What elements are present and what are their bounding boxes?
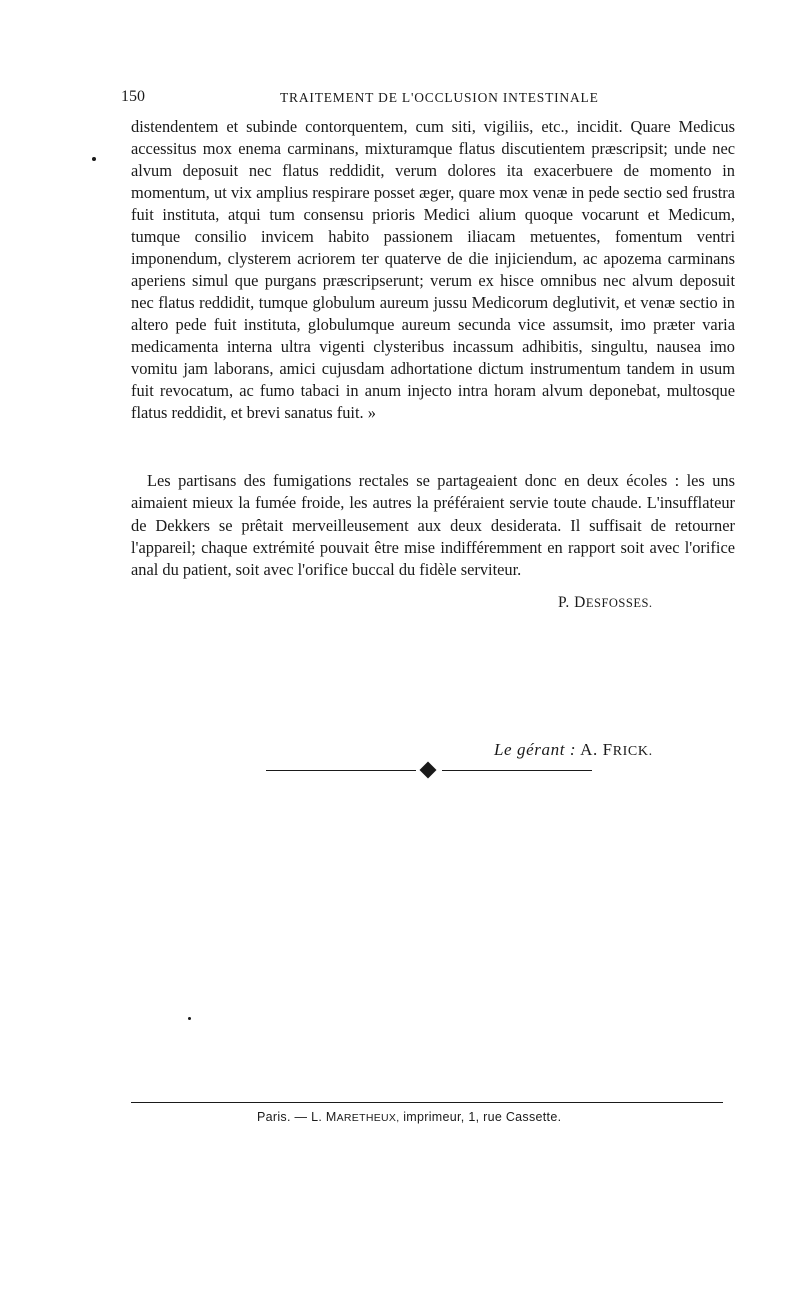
manager-label: Le gérant : [494, 740, 577, 759]
imprint-address: imprimeur, 1, rue Cassette. [403, 1110, 562, 1124]
body-paragraph-text: Les partisans des fumigations rectales se partageaient donc en deux écoles : les uns aimaient mieux la fumée froide, les autres la préféraient servie toute chaude. L'insufflateur de Dekkers se prêtait merveilleusement aux deux desiderata. Il suffisait de retourner l'appareil; chaque extrémité pouvait être mise indifféremment en rapport soit avec l'orifice anal du patient, soit avec l'orifice buccal du fidèle serviteur. [131, 471, 735, 580]
ink-speck [92, 157, 96, 161]
signature-surname: DESFOSSES. [574, 594, 653, 611]
ornament-rule-right [442, 770, 592, 771]
manager-credit [494, 740, 653, 760]
imprint-divider [131, 1102, 723, 1103]
manager-surname: FRICK. [602, 740, 653, 759]
ornament-rule-left [266, 770, 416, 771]
body-paragraph [131, 470, 735, 581]
imprint-printer: MARETHEUX, [325, 1110, 400, 1124]
running-head: TRAITEMENT DE L'OCCLUSION INTESTINALE [280, 90, 599, 105]
imprint-prefix: Paris. — L. [257, 1110, 323, 1124]
manager-initial: A. [580, 740, 598, 759]
diamond-icon [420, 762, 437, 779]
section-ornament [266, 762, 592, 780]
author-signature [558, 594, 653, 612]
printer-imprint [257, 1110, 561, 1124]
latin-quotation: distendentem et subinde contorquentem, cum siti, vigiliis, etc., incidit. Quare Medicus accessitus mox enema carminans, mixturamque flatus discutientem præscripsit; unde nec alvum deposuit nec flatus reddidit, verum dolores ita exacerbuere de momento in momentum, ut vix amplius respirare posset æger, quare mox venæ in pede sectio sed frustra fuit instituta, atqui tum consensu prioris Medici alium quoque vocarunt et Medicum, tumque consilio invicem habito passionem iliacam metuentes, fomentum ventri imponendum, clysterem acriorem ter quaterve de die injiciendum, ac apozema carminans aperiens simul que purgans præscripserunt; verum ex hisce omnibus nec alvum deposuit nec flatus reddidit, tumque globulum aureum jussu Medicorum deglutivit, et venæ sectio in altero pede fuit instituta, globulumque aureum secunda vice assumsit, imo præter varia medicamenta interna ultra vigenti clysteribus incassum adhibitis, singultu, nausea imo vomitu jam laborans, amici cujusdam adhortatione dictum instrumentum tandem in usum fuit revocatum, ac fumo tabaci in anum injecto intra horam alvum deponebat, multosque flatus reddidit, et brevi sanatus fuit. » [131, 117, 735, 422]
ink-speck [188, 1017, 191, 1020]
page-number: 150 [121, 88, 145, 105]
signature-initial: P. [558, 594, 570, 611]
